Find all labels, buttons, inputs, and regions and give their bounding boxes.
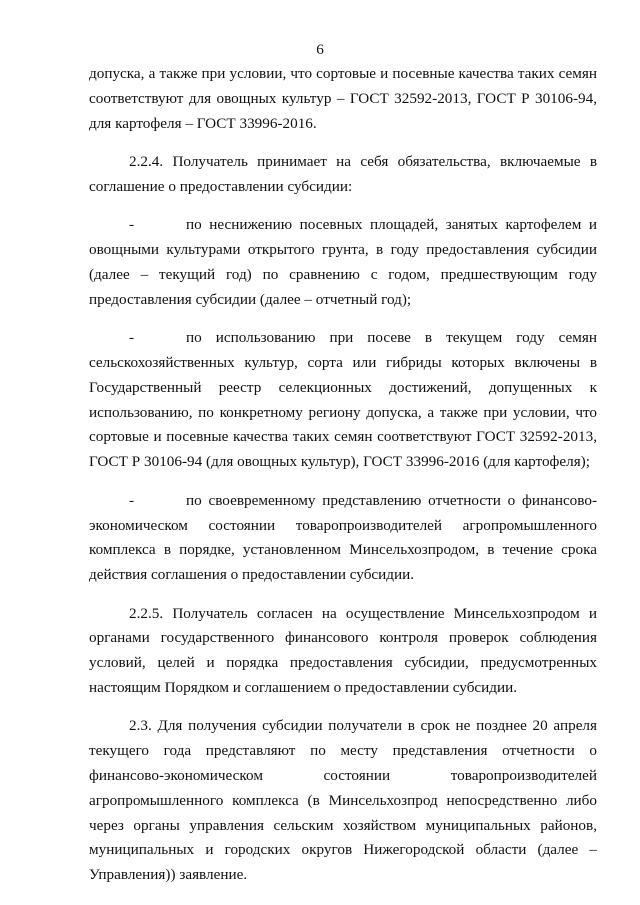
text-line: соглашение о предоставлении субсидии: bbox=[89, 177, 353, 195]
list-item bbox=[89, 326, 597, 475]
text-line: действия соглашения о предоставлении субсидии. bbox=[89, 566, 415, 584]
text-line: условий, целей и порядка предоставления субсидии, предусмотренных bbox=[89, 654, 597, 672]
paragraph-2-3 bbox=[89, 714, 597, 888]
paragraph-2-2-5 bbox=[89, 602, 597, 701]
text-line: для картофеля – ГОСТ 33996-2016. bbox=[89, 114, 317, 132]
text-line: муниципальных и городских округов Нижегородской области (далее – bbox=[89, 841, 597, 859]
text-line: текущего года представляют по месту представления отчетности о bbox=[89, 742, 597, 760]
list-dash: - bbox=[129, 216, 135, 234]
list-dash: - bbox=[129, 329, 135, 347]
text-line: Управления)) заявление. bbox=[89, 866, 248, 884]
page-number: 6 bbox=[316, 41, 324, 58]
text-line: настоящим Порядком и соглашением о предоставлении субсидии. bbox=[89, 678, 518, 696]
text-line: агропромышленного комплекса (в Минсельхозпрод непосредственно либо bbox=[89, 791, 597, 809]
text-line: по использованию при посеве в текущем году семян bbox=[186, 329, 597, 347]
list-dash: - bbox=[129, 491, 135, 509]
text-line: финансово-экономическом состоянии товаропроизводителей bbox=[89, 767, 597, 785]
paragraph-2-2-4 bbox=[89, 150, 597, 200]
list-item bbox=[89, 213, 597, 312]
document-body bbox=[89, 62, 597, 888]
text-line: овощными культурами открытого грунта, в году предоставления субсидии bbox=[89, 241, 597, 259]
text-line: Государственный реестр селекционных достижений, допущенных к bbox=[89, 378, 597, 396]
text-line: по неснижению посевных площадей, занятых картофелем и bbox=[186, 216, 597, 234]
text-line: сельскохозяйственных культур, сорта или гибриды которых включены в bbox=[89, 354, 597, 372]
text-line: 2.3. Для получения субсидии получатели в срок не позднее 20 апреля bbox=[129, 717, 597, 735]
text-line: ГОСТ Р 30106-94 (для овощных культур), ГОСТ 33996-2016 (для картофеля); bbox=[89, 453, 590, 471]
list-item bbox=[89, 489, 597, 588]
text-line: через органы управления сельским хозяйством муниципальных районов, bbox=[89, 816, 597, 834]
paragraph-continuation bbox=[89, 62, 597, 136]
text-line: использованию, по конкретному региону допуска, а также при условии, что bbox=[89, 403, 597, 421]
text-line: по своевременному представлению отчетности о финансово- bbox=[186, 491, 597, 509]
text-line: сортовые и посевные качества таких семян соответствуют ГОСТ 32592-2013, bbox=[89, 428, 597, 446]
text-line: (далее – текущий год) по сравнению с годом, предшествующим году bbox=[89, 265, 597, 283]
text-line: 2.2.5. Получатель согласен на осуществление Минсельхозпродом и bbox=[129, 604, 597, 622]
text-line: допуска, а также при условии, что сортовые и посевные качества таких семян bbox=[89, 65, 597, 82]
text-line: предоставления субсидии (далее – отчетный год); bbox=[89, 290, 412, 308]
text-line: экономическом состоянии товаропроизводителей агропромышленного bbox=[89, 516, 597, 534]
text-line: комплекса в порядке, установленном Минсельхозпродом, в течение срока bbox=[89, 541, 597, 559]
text-line: органами государственного финансового контроля проверок соблюдения bbox=[89, 629, 597, 647]
text-line: соответствуют для овощных культур – ГОСТ 32592-2013, ГОСТ Р 30106-94, bbox=[89, 89, 597, 107]
text-line: 2.2.4. Получатель принимает на себя обязательства, включаемые в bbox=[129, 153, 597, 171]
